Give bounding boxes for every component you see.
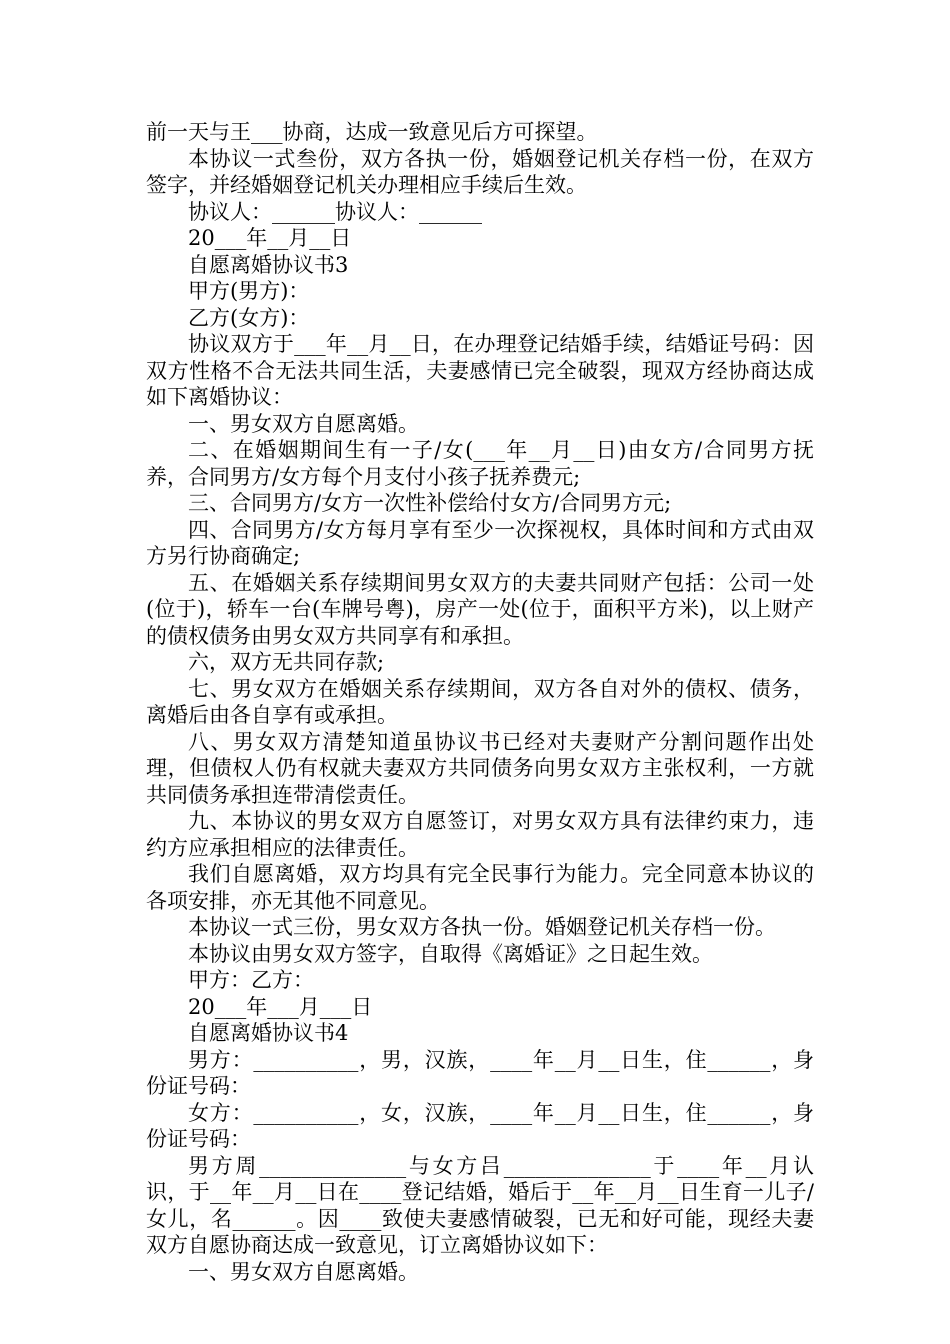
clause-1: 一、男女双方自愿离婚。 (188, 1259, 419, 1284)
paragraph: 协议双方于___年__月__日，在办理登记结婚手续，结婚证号码：因双方性格不合无法共同生活，夫妻感情已完全破裂，现双方经协商达成如下离婚协议： (146, 332, 814, 409)
clause-6: 六，双方无共同存款; (188, 650, 385, 674)
signature-line: 甲方：乙方： (188, 968, 314, 992)
paragraph: 男方周______________与女方吕______________于____年__月认识，于__年__月__日在____登记结婚，婚后于__年__月__日生育一儿子/女儿，名______。因____致使夫妻感情破裂，已无和好可能，现经夫妻双方自愿协商达成一致意见，订立离婚协议如下： (146, 1153, 814, 1257)
document-body (146, 119, 814, 1285)
signature-line: 协议人：______协议人：______ (188, 199, 482, 224)
man-info: 男方：__________，男，汉族，____年__月__日生，住______，身份证号码： (146, 1047, 814, 1098)
date-line: 20___年__月__日 (188, 226, 352, 250)
clause-9: 九、本协议的男女双方自愿签订，对男女双方具有法律约束力，违约方应承担相应的法律责任。 (146, 809, 814, 860)
section-title: 自愿离婚协议书4 (188, 1021, 349, 1045)
paragraph: 我们自愿离婚，双方均具有完全民事行为能力。完全同意本协议的各项安排，亦无其他不同意见。 (146, 862, 814, 913)
woman-info: 女方：__________，女，汉族，____年__月__日生，住______，身份证号码： (146, 1100, 814, 1151)
paragraph: 本协议一式叁份，双方各执一份，婚姻登记机关存档一份，在双方签字，并经婚姻登记机关办理相应手续后生效。 (146, 146, 814, 197)
clause-5: 五、在婚姻关系存续期间男女双方的夫妻共同财产包括：公司一处(位于)，轿车一台(车牌号粤)，房产一处(位于，面积平方米)，以上财产的债权债务由男女双方共同享有和承担。 (146, 570, 814, 648)
clause-4: 四、合同男方/女方每月享有至少一次探视权，具体时间和方式由双方另行协商确定; (146, 517, 814, 568)
clause-7: 七、男女双方在婚姻关系存续期间，双方各自对外的债权、债务，离婚后由各自享有或承担。 (146, 676, 814, 727)
section-title: 自愿离婚协议书3 (188, 252, 349, 277)
date-line: 20___年___月___日 (188, 994, 373, 1019)
clause-3: 三、合同男方/女方一次性补偿给付女方/合同男方元; (188, 491, 672, 515)
party-b-line: 乙方(女方)： (188, 305, 310, 330)
clause-2: 二、在婚姻期间生有一子/女(___年__月__日)由女方/合同男方抚养，合同男方/女方每个月支付小孩子抚养费元; (146, 438, 814, 489)
party-a-line: 甲方(男方)： (188, 279, 310, 303)
paragraph: 本协议一式三份，男女双方各执一份。婚姻登记机关存档一份。 (188, 915, 776, 939)
paragraph: 本协议由男女双方签字，自取得《离婚证》之日起生效。 (188, 941, 713, 966)
paragraph: 前一天与王___协商，达成一致意见后方可探望。 (146, 120, 598, 144)
clause-1: 一、男女双方自愿离婚。 (188, 411, 419, 436)
clause-8: 八、男女双方清楚知道虽协议书已经对夫妻财产分割问题作出处理，但债权人仍有权就夫妻双方共同债务向男女双方主张权利，一方就共同债务承担连带清偿责任。 (146, 729, 814, 807)
